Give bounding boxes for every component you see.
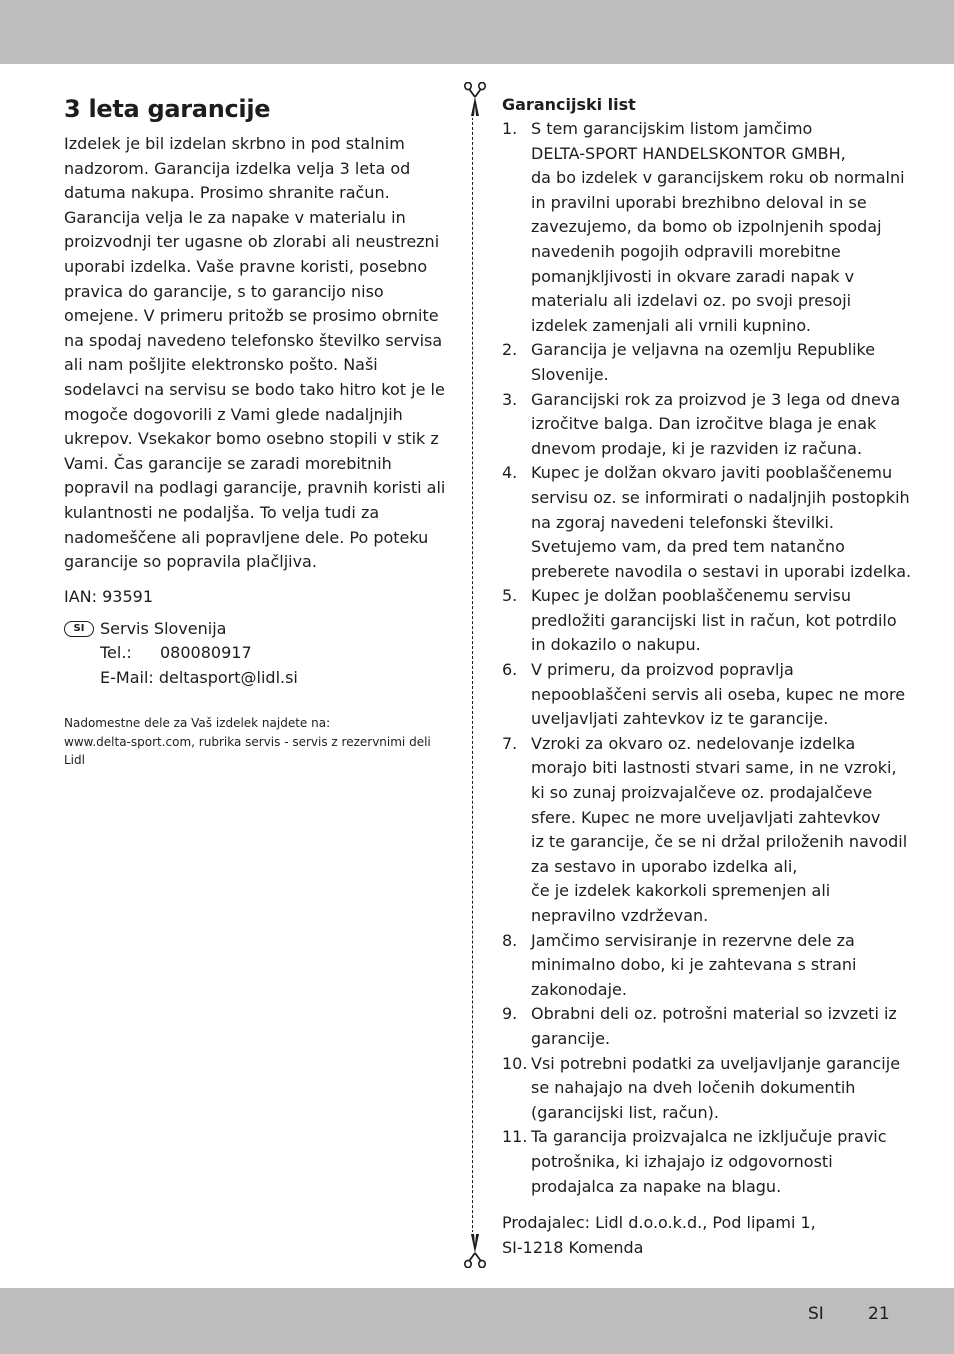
spare-parts-note xyxy=(64,714,454,770)
country-badge: SI xyxy=(64,621,94,637)
list-item xyxy=(502,461,912,584)
item-text: Vzroki za okvaro oz. nedelovanje izdelka morajo biti lastnosti stvari same, in ne vzroki, ki so zunaj proizvajalčeve oz. prodajalčeve sfere. Kupec ne more uveljavljati zahtevkov iz te garancije, če se ni držal priloženih navodil za sestavo in uporabo izdelka ali, če je izdelek kakorkoli spremenjen ali nepravilno vzdrževan. xyxy=(531,733,908,925)
list-item xyxy=(502,658,912,732)
item-number: 4. xyxy=(502,463,518,483)
list-item xyxy=(502,584,912,658)
header-bar xyxy=(0,0,954,64)
item-text: Kupec je dolžan pooblaščenemu servisu predložiti garancijski list in račun, kot potrdilo in dokazilo o nakupu. xyxy=(531,586,897,655)
list-item xyxy=(502,338,912,387)
item-number: 10. xyxy=(502,1053,528,1073)
service-email: E-Mail: deltasport@lidl.si xyxy=(100,667,298,687)
warranty-card xyxy=(502,93,912,1260)
list-item xyxy=(502,1125,912,1199)
item-number: 8. xyxy=(502,930,518,950)
page-number: 21 xyxy=(868,1304,890,1324)
item-number: 3. xyxy=(502,389,518,409)
page-title: 3 leta garancije xyxy=(64,95,271,123)
item-number: 11. xyxy=(502,1127,528,1147)
item-text: Ta garancija proizvajalca ne izključuje pravic potrošnika, ki izhajajo iz odgovornosti prodajalca za napake na blagu. xyxy=(531,1127,887,1196)
warranty-terms-list xyxy=(502,117,912,1199)
item-text: Kupec je dolžan okvaro javiti pooblaščenemu servisu oz. se informirati o nadaljnjih postopkih na zgoraj navedeni telefonski številki. Svetujemo vam, da pred tem natančno preberete navodila o sestavi in uporabi izdelka. xyxy=(531,463,912,581)
list-item xyxy=(502,732,912,929)
warranty-section xyxy=(64,94,454,770)
item-text: Obrabni deli oz. potrošni material so izvzeti iz garancije. xyxy=(531,1004,897,1048)
item-text: Garancijski rok za proizvod je 3 lega od dneva izročitve balga. Dan izročitve blaga je enak dnevom prodaje, ki je razviden iz računa. xyxy=(531,389,901,458)
list-item xyxy=(502,117,912,338)
warranty-card-title: Garancijski list xyxy=(502,95,636,114)
item-text: V primeru, da proizvod popravlja nepooblaščeni servis ali oseba, kupec ne more uveljavljati zahtevkov iz te garancije. xyxy=(531,660,906,729)
list-item xyxy=(502,388,912,462)
warranty-paragraph: Izdelek je bil izdelan skrbno in pod stalnim nadzorom. Garancija izdelka velja 3 leta od datuma nakupa. Prosimo shranite račun. Garancija velja le za napake v materialu in proizvodnji ter ugasne ob zlorabi ali neustrezni uporabi izdelka. Vaše pravne koristi, posebno pravica do garancije, s to garancijo niso omejene. V primeru pritožb se prosimo obrnite na spodaj navedeno telefonsko številko servisa ali nam pošljite elektronsko pošto. Naši sodelavci na servisu se bodo tako hitro kot je le mogoče dogovorili z Vami glede nadaljnjih ukrepov. Vsekakor bomo osebno stopili v stik z Vami. Čas garancije se zaradi morebitnih popravil na podlagi garancije, pravnih koristi ali kulantnosti ne podaljša. To velja tudi za nadomeščene ali popravljene dele. Po poteku garancije so popravila plačljiva. xyxy=(64,134,446,572)
seller-info: Prodajalec: Lidl d.o.o.k.d., Pod lipami 1, SI-1218 Komenda xyxy=(502,1213,816,1257)
list-item xyxy=(502,1002,912,1051)
note-line-1: Nadomestne dele za Vaš izdelek najdete na: xyxy=(64,716,331,731)
footer-language: SI xyxy=(808,1304,824,1324)
item-text: S tem garancijskim listom jamčimo DELTA-SPORT HANDELSKONTOR GMBH, da bo izdelek v garancijskem roku ob normalni in pravilni uporabi brezhibno deloval in se zavezujemo, da bomo ob izpolnjenih spodaj navedenih pogojih odpravili morebitne pomanjkljivosti in okvare zaradi napak v materialu ali izdelavi oz. po svoji presoji izdelek zamenjali ali vrnili kupnino. xyxy=(531,119,905,335)
item-number: 2. xyxy=(502,340,518,360)
scissors-icon xyxy=(462,82,488,118)
service-name: Servis Slovenija xyxy=(100,618,227,638)
note-line-2: www.delta-sport.com, rubrika servis - servis z rezervnimi deli Lidl xyxy=(64,734,431,768)
item-number: 9. xyxy=(502,1004,518,1024)
item-number: 1. xyxy=(502,119,518,138)
tel-label: Tel.: xyxy=(100,643,132,663)
item-text: Jamčimo servisiranje in rezervne dele za minimalno dobo, ki je zahtevana s strani zakonodaje. xyxy=(531,930,857,999)
list-item xyxy=(502,1052,912,1126)
ian-number: IAN: 93591 xyxy=(64,586,154,606)
cut-line xyxy=(472,92,473,1268)
tel-value: 080080917 xyxy=(160,643,252,663)
service-phone xyxy=(64,641,454,666)
item-number: 6. xyxy=(502,660,518,680)
service-block xyxy=(64,617,454,691)
item-number: 7. xyxy=(502,733,518,753)
scissors-icon xyxy=(462,1232,488,1268)
item-number: 5. xyxy=(502,586,518,606)
item-text: Vsi potrebni podatki za uveljavljanje garancije se nahajajo na dveh ločenih dokumentih (garancijski list, račun). xyxy=(531,1053,901,1122)
item-text: Garancija je veljavna na ozemlju Republike Slovenije. xyxy=(531,340,876,384)
list-item xyxy=(502,929,912,1003)
